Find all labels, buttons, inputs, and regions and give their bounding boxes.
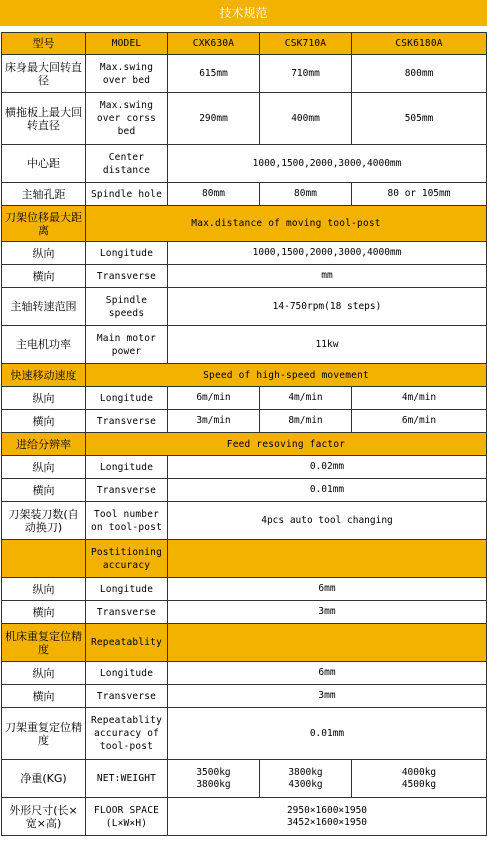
table-row [2,479,487,502]
section-label-en: Postitioning accuracy [86,540,168,578]
weight-line: 4300kg [288,778,323,790]
row-label-en: Repeatablity accuracy of tool-post [86,708,168,760]
value-cell: 800mm [352,55,487,93]
value-cell: 6mm [168,578,487,601]
row-label-en: Longitude [86,456,168,479]
section-label-en: Speed of high-speed movement [86,364,487,387]
value-cell: 6m/min [352,410,487,433]
value-cell: 3mm [168,601,487,624]
table-row [2,502,487,540]
value-cell: 14-750rpm(18 steps) [168,288,487,326]
table-row [2,183,487,206]
weight-line: 3800kg [196,778,231,790]
value-cell [260,760,352,798]
value-cell [168,760,260,798]
header-label-en: MODEL [86,33,168,55]
table-row [2,288,487,326]
row-label-zh: 主电机功率 [2,326,86,364]
table-row [2,93,487,145]
value-cell: 4pcs auto tool changing [168,502,487,540]
row-label-zh: 纵向 [2,242,86,265]
row-label-zh: 横向 [2,685,86,708]
row-label-en: Longitude [86,662,168,685]
spec-table [1,32,487,836]
weight-line: 3500kg [196,766,231,778]
row-label-en: FLOOR SPACE (L×W×H) [86,798,168,836]
model-3-header: CSK6180A [352,33,487,55]
floor-line: 3452×1600×1950 [286,816,368,828]
row-label-en: Main motor power [86,326,168,364]
value-cell: 710mm [260,55,352,93]
row-label-zh: 刀架重复定位精度 [2,708,86,760]
row-label-zh: 横向 [2,479,86,502]
floor-line: 2950×1600×1950 [286,804,368,816]
section-label-zh [2,540,86,578]
value-cell: 80mm [168,183,260,206]
value-cell: 6mm [168,662,487,685]
table-header-row [2,33,487,55]
section-label-en: Repeatablity [86,624,168,662]
value-cell: 3m/min [168,410,260,433]
section-empty-cell [168,624,487,662]
table-row [2,242,487,265]
table-row [2,798,487,836]
table-row [2,685,487,708]
table-row [2,55,487,93]
row-label-en: Max.swing over corss bed [86,93,168,145]
value-cell: 0.02mm [168,456,487,479]
row-label-en: Longitude [86,387,168,410]
section-header-row [2,206,487,242]
table-row [2,410,487,433]
row-label-en: Longitude [86,578,168,601]
value-cell: mm [168,265,487,288]
model-2-header: CSK710A [260,33,352,55]
row-label-zh: 横向 [2,601,86,624]
row-label-zh: 纵向 [2,578,86,601]
row-label-zh: 主轴孔距 [2,183,86,206]
table-row [2,601,487,624]
table-row [2,456,487,479]
section-label-zh: 快速移动速度 [2,364,86,387]
row-label-en: Transverse [86,410,168,433]
section-empty-cell [168,540,487,578]
page-title: 技术规范 [0,0,487,26]
section-header-row [2,540,487,578]
table-row [2,326,487,364]
value-cell: 11kw [168,326,487,364]
row-label-en: Spindle hole [86,183,168,206]
table-row [2,662,487,685]
row-label-zh: 纵向 [2,387,86,410]
value-cell [352,760,487,798]
row-label-zh: 横向 [2,265,86,288]
row-label-zh: 主轴转速范围 [2,288,86,326]
row-label-en: Max.swing over bed [86,55,168,93]
row-label-en: Transverse [86,685,168,708]
row-label-en: Longitude [86,242,168,265]
table-row [2,760,487,798]
section-label-zh: 机床重复定位精度 [2,624,86,662]
value-cell [168,798,487,836]
section-label-zh: 刀架位移最大距离 [2,206,86,242]
value-cell: 1000,1500,2000,3000,4000mm [168,145,487,183]
value-cell: 1000,1500,2000,3000,4000mm [168,242,487,265]
section-label-zh: 进给分辨率 [2,433,86,456]
table-row [2,708,487,760]
row-label-en: Tool number on tool-post [86,502,168,540]
row-label-en: Transverse [86,601,168,624]
row-label-zh: 横拖板上最大回转直径 [2,93,86,145]
row-label-zh: 刀架装刀数(自动换刀) [2,502,86,540]
row-label-en: Transverse [86,265,168,288]
row-label-en: Spindle speeds [86,288,168,326]
row-label-en: Transverse [86,479,168,502]
row-label-en: Center distance [86,145,168,183]
row-label-zh: 纵向 [2,456,86,479]
value-cell: 3mm [168,685,487,708]
model-1-header: CXK630A [168,33,260,55]
value-cell: 6m/min [168,387,260,410]
weight-line: 4000kg [401,766,437,778]
value-cell: 290mm [168,93,260,145]
section-header-row [2,433,487,456]
table-row [2,145,487,183]
value-cell: 400mm [260,93,352,145]
value-cell: 80 or 105mm [352,183,487,206]
table-row [2,265,487,288]
value-cell: 505mm [352,93,487,145]
value-cell: 615mm [168,55,260,93]
table-row [2,578,487,601]
table-row [2,387,487,410]
header-label-zh: 型号 [2,33,86,55]
value-cell: 4m/min [260,387,352,410]
value-cell: 80mm [260,183,352,206]
row-label-zh: 中心距 [2,145,86,183]
value-cell: 0.01mm [168,479,487,502]
section-label-en: Max.distance of moving tool-post [86,206,487,242]
row-label-zh: 纵向 [2,662,86,685]
weight-line: 3800kg [288,766,323,778]
value-cell: 4m/min [352,387,487,410]
row-label-zh: 外形尺寸(长×宽×高) [2,798,86,836]
row-label-zh: 床身最大回转直径 [2,55,86,93]
row-label-en: NET:WEIGHT [86,760,168,798]
value-cell: 8m/min [260,410,352,433]
section-label-en: Feed resoving factor [86,433,487,456]
section-header-row [2,364,487,387]
row-label-zh: 净重(KG) [2,760,86,798]
weight-line: 4500kg [401,778,437,790]
section-header-row [2,624,487,662]
row-label-zh: 横向 [2,410,86,433]
value-cell: 0.01mm [168,708,487,760]
